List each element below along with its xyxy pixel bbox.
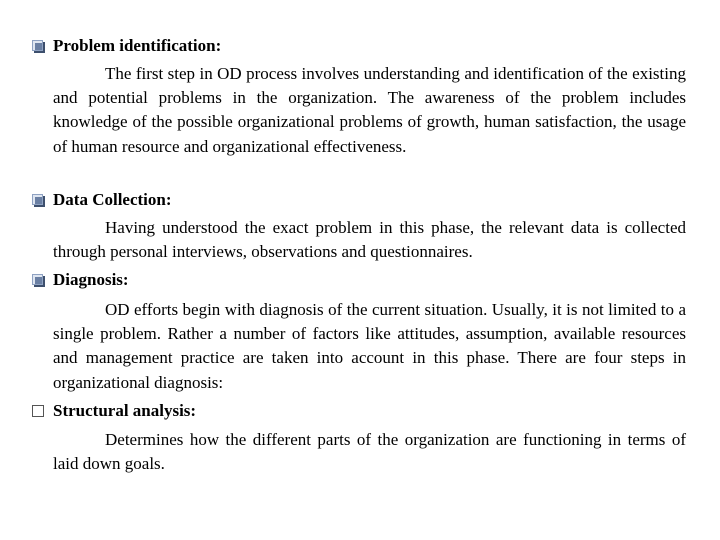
shadowed-square-bullet-icon — [32, 194, 45, 207]
section-data-collection-heading — [32, 188, 172, 212]
section-title: Structural analysis: — [53, 401, 197, 420]
shadowed-square-bullet-icon — [32, 40, 45, 53]
section-problem-identification-heading — [32, 34, 221, 58]
section-title: Problem identification: — [53, 36, 222, 55]
hollow-square-bullet-icon — [32, 405, 45, 418]
shadowed-square-bullet-icon — [32, 274, 45, 287]
section-title: Data Collection: — [53, 190, 172, 209]
section-body: Having understood the exact problem in this phase, the relevant data is collected through personal interviews, observations and questionnaires. — [53, 218, 686, 262]
section-body: The first step in OD process involves understanding and identification of the existing and potential problems in the organization. The awareness of the problem includes knowledge of the possible organizational problems of growth, human satisfaction, the usage of human resource and organizational effectiveness. — [53, 64, 686, 156]
section-structural-analysis-heading — [32, 399, 196, 423]
section-body: Determines how the different parts of the organization are functioning in terms of laid down goals. — [53, 430, 686, 474]
section-diagnosis-heading — [32, 268, 129, 292]
section-body: OD efforts begin with diagnosis of the current situation. Usually, it is not limited to a single problem. Rather a number of factors like attitudes, assumption, available resources and management practice are taken into account in this phase. There are four steps in organizational diagnosis: — [53, 300, 686, 392]
section-title: Diagnosis: — [53, 270, 129, 289]
